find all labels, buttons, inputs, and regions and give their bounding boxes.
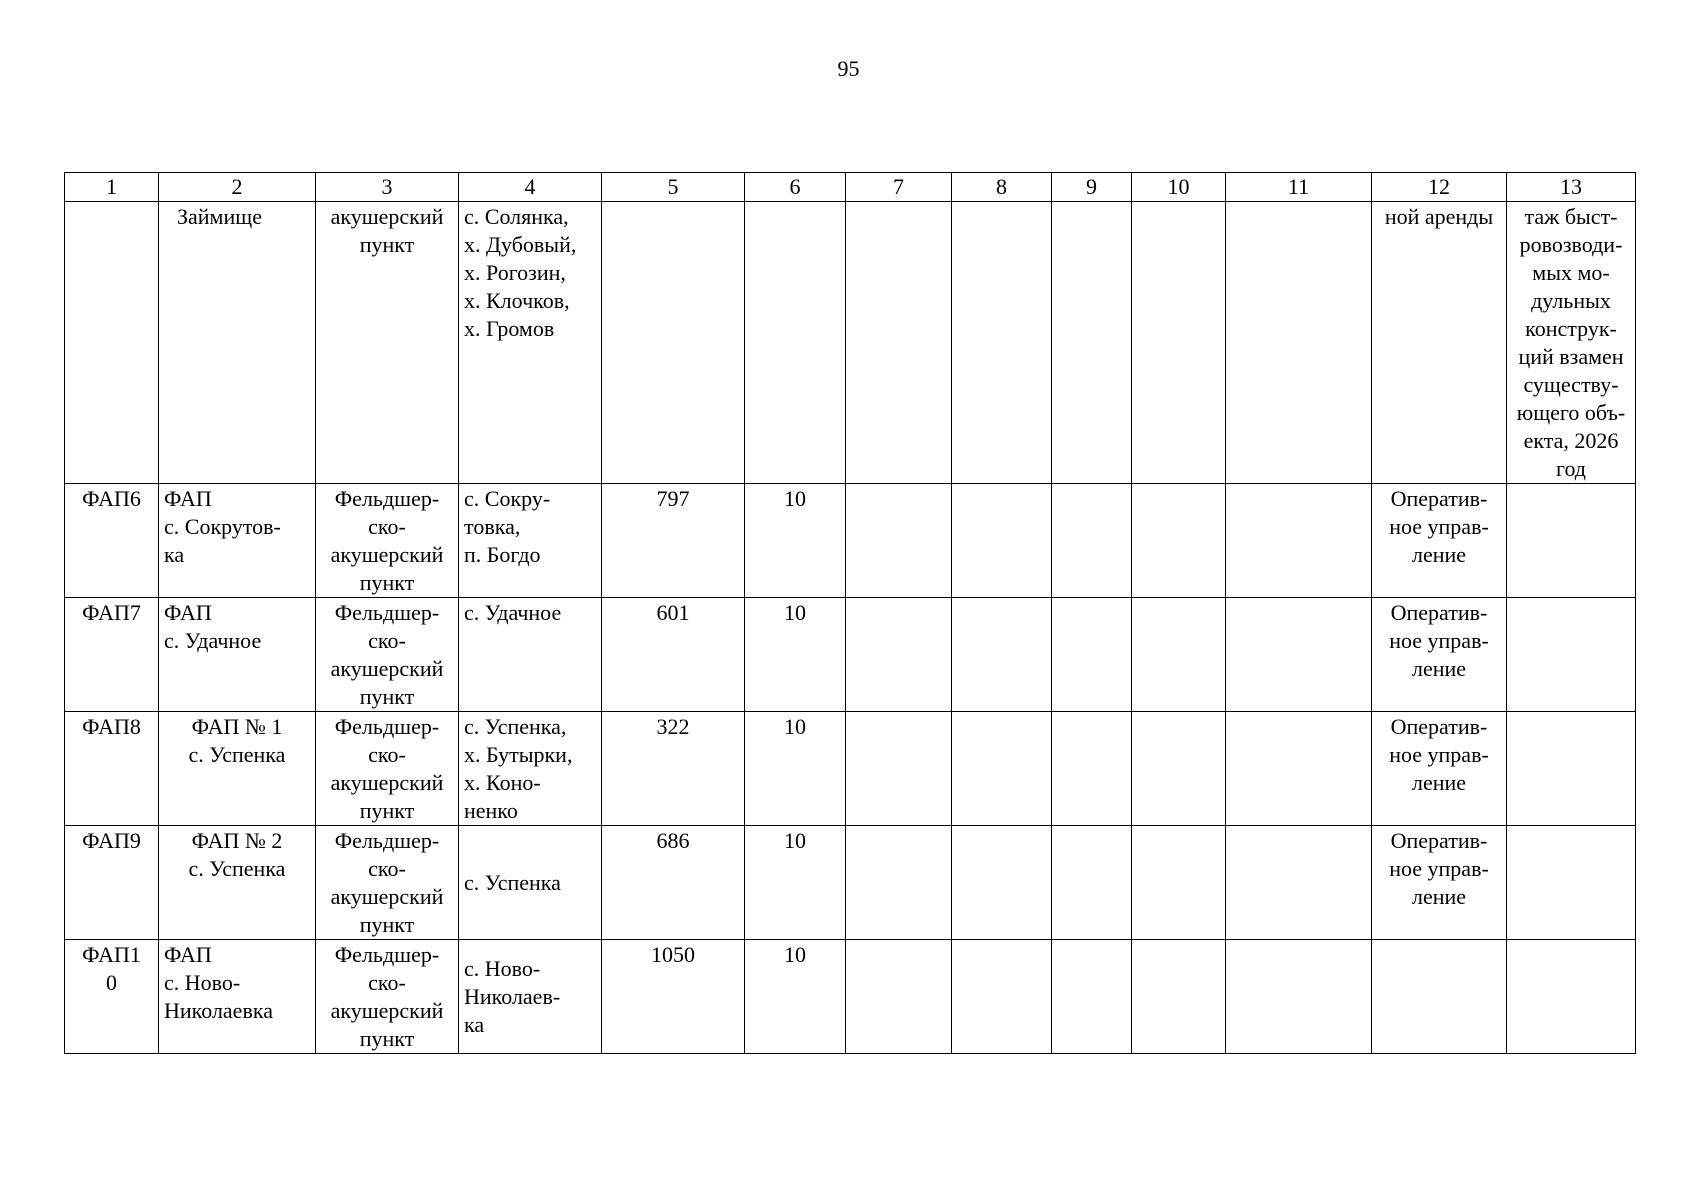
table-row [65, 940, 1636, 1054]
settlements-cell: с. Успенка, х. Бутырки, х. Коно- ненко [459, 712, 602, 826]
col11-cell [1226, 712, 1372, 826]
column-header: 8 [952, 173, 1052, 202]
col7-cell [846, 826, 952, 940]
column-header: 1 [65, 173, 159, 202]
notes-cell [1507, 826, 1636, 940]
column-header: 6 [745, 173, 846, 202]
data-table [64, 172, 1636, 1054]
col10-cell [1132, 826, 1226, 940]
population-cell: 322 [602, 712, 745, 826]
col6-cell: 10 [745, 940, 846, 1054]
notes-cell: таж быст- ровозводи- мых мо- дульных конструк- ций взамен существу- ющего объ- екта, 2026 год [1507, 202, 1636, 484]
column-header: 12 [1372, 173, 1507, 202]
facility-name-cell: ФАП с. Ново- Николаевка [159, 940, 316, 1054]
row-code-cell [65, 202, 159, 484]
row-code-cell: ФАП7 [65, 598, 159, 712]
population-cell: 686 [602, 826, 745, 940]
col9-cell [1052, 940, 1132, 1054]
settlements-cell: с. Удачное [459, 598, 602, 712]
col8-cell [952, 712, 1052, 826]
row-code-cell: ФАП8 [65, 712, 159, 826]
page-number: 95 [837, 56, 860, 81]
col6-cell: 10 [745, 598, 846, 712]
col8-cell [952, 826, 1052, 940]
facility-name-cell: ФАП с. Сокрутов- ка [159, 484, 316, 598]
ownership-cell: ной аренды [1372, 202, 1507, 484]
col10-cell [1132, 940, 1226, 1054]
ownership-cell [1372, 940, 1507, 1054]
table-row [65, 712, 1636, 826]
col7-cell [846, 712, 952, 826]
col6-cell: 10 [745, 712, 846, 826]
column-header: 7 [846, 173, 952, 202]
col7-cell [846, 940, 952, 1054]
col8-cell [952, 598, 1052, 712]
col10-cell [1132, 484, 1226, 598]
col10-cell [1132, 598, 1226, 712]
column-header: 9 [1052, 173, 1132, 202]
facility-type-cell: Фельдшер- ско- акушерский пункт [316, 598, 459, 712]
facility-name-cell: ФАП с. Удачное [159, 598, 316, 712]
column-header: 5 [602, 173, 745, 202]
ownership-cell: Оператив- ное управ- ление [1372, 598, 1507, 712]
column-header: 13 [1507, 173, 1636, 202]
facility-name-cell: Займище [159, 202, 316, 484]
settlements-cell: с. Сокру- товка, п. Богдо [459, 484, 602, 598]
population-cell: 1050 [602, 940, 745, 1054]
col9-cell [1052, 202, 1132, 484]
column-header: 11 [1226, 173, 1372, 202]
col10-cell [1132, 712, 1226, 826]
col9-cell [1052, 598, 1132, 712]
col6-cell: 10 [745, 484, 846, 598]
settlements-cell: с. Солянка, х. Дубовый, х. Рогозин, х. Клочков, х. Громов [459, 202, 602, 484]
col11-cell [1226, 940, 1372, 1054]
population-cell: 797 [602, 484, 745, 598]
facility-type-cell: Фельдшер- ско- акушерский пункт [316, 826, 459, 940]
col9-cell [1052, 484, 1132, 598]
ownership-cell: Оператив- ное управ- ление [1372, 712, 1507, 826]
column-header: 4 [459, 173, 602, 202]
row-code-cell: ФАП9 [65, 826, 159, 940]
table-row [65, 484, 1636, 598]
facility-name-cell: ФАП № 2 с. Успенка [159, 826, 316, 940]
table-row [65, 202, 1636, 484]
col7-cell [846, 484, 952, 598]
table-row [65, 598, 1636, 712]
facility-type-cell: Фельдшер- ско- акушерский пункт [316, 940, 459, 1054]
col11-cell [1226, 484, 1372, 598]
table-header-row [65, 173, 1636, 202]
col8-cell [952, 202, 1052, 484]
notes-cell [1507, 598, 1636, 712]
ownership-cell: Оператив- ное управ- ление [1372, 826, 1507, 940]
table-row [65, 826, 1636, 940]
col9-cell [1052, 826, 1132, 940]
settlements-cell: с. Ново- Николаев- ка [459, 940, 602, 1054]
col11-cell [1226, 826, 1372, 940]
facility-type-cell: акушерский пункт [316, 202, 459, 484]
col10-cell [1132, 202, 1226, 484]
ownership-cell: Оператив- ное управ- ление [1372, 484, 1507, 598]
column-header: 2 [159, 173, 316, 202]
col7-cell [846, 598, 952, 712]
col9-cell [1052, 712, 1132, 826]
row-code-cell: ФАП6 [65, 484, 159, 598]
row-code-cell: ФАП1 0 [65, 940, 159, 1054]
col8-cell [952, 484, 1052, 598]
notes-cell [1507, 940, 1636, 1054]
column-header: 10 [1132, 173, 1226, 202]
notes-cell [1507, 484, 1636, 598]
settlements-cell: с. Успенка [459, 826, 602, 940]
notes-cell [1507, 712, 1636, 826]
col7-cell [846, 202, 952, 484]
col6-cell [745, 202, 846, 484]
col11-cell [1226, 202, 1372, 484]
col8-cell [952, 940, 1052, 1054]
population-cell: 601 [602, 598, 745, 712]
facility-name-cell: ФАП № 1 с. Успенка [159, 712, 316, 826]
column-header: 3 [316, 173, 459, 202]
population-cell [602, 202, 745, 484]
col6-cell: 10 [745, 826, 846, 940]
facility-type-cell: Фельдшер- ско- акушерский пункт [316, 712, 459, 826]
facility-type-cell: Фельдшер- ско- акушерский пункт [316, 484, 459, 598]
col11-cell [1226, 598, 1372, 712]
